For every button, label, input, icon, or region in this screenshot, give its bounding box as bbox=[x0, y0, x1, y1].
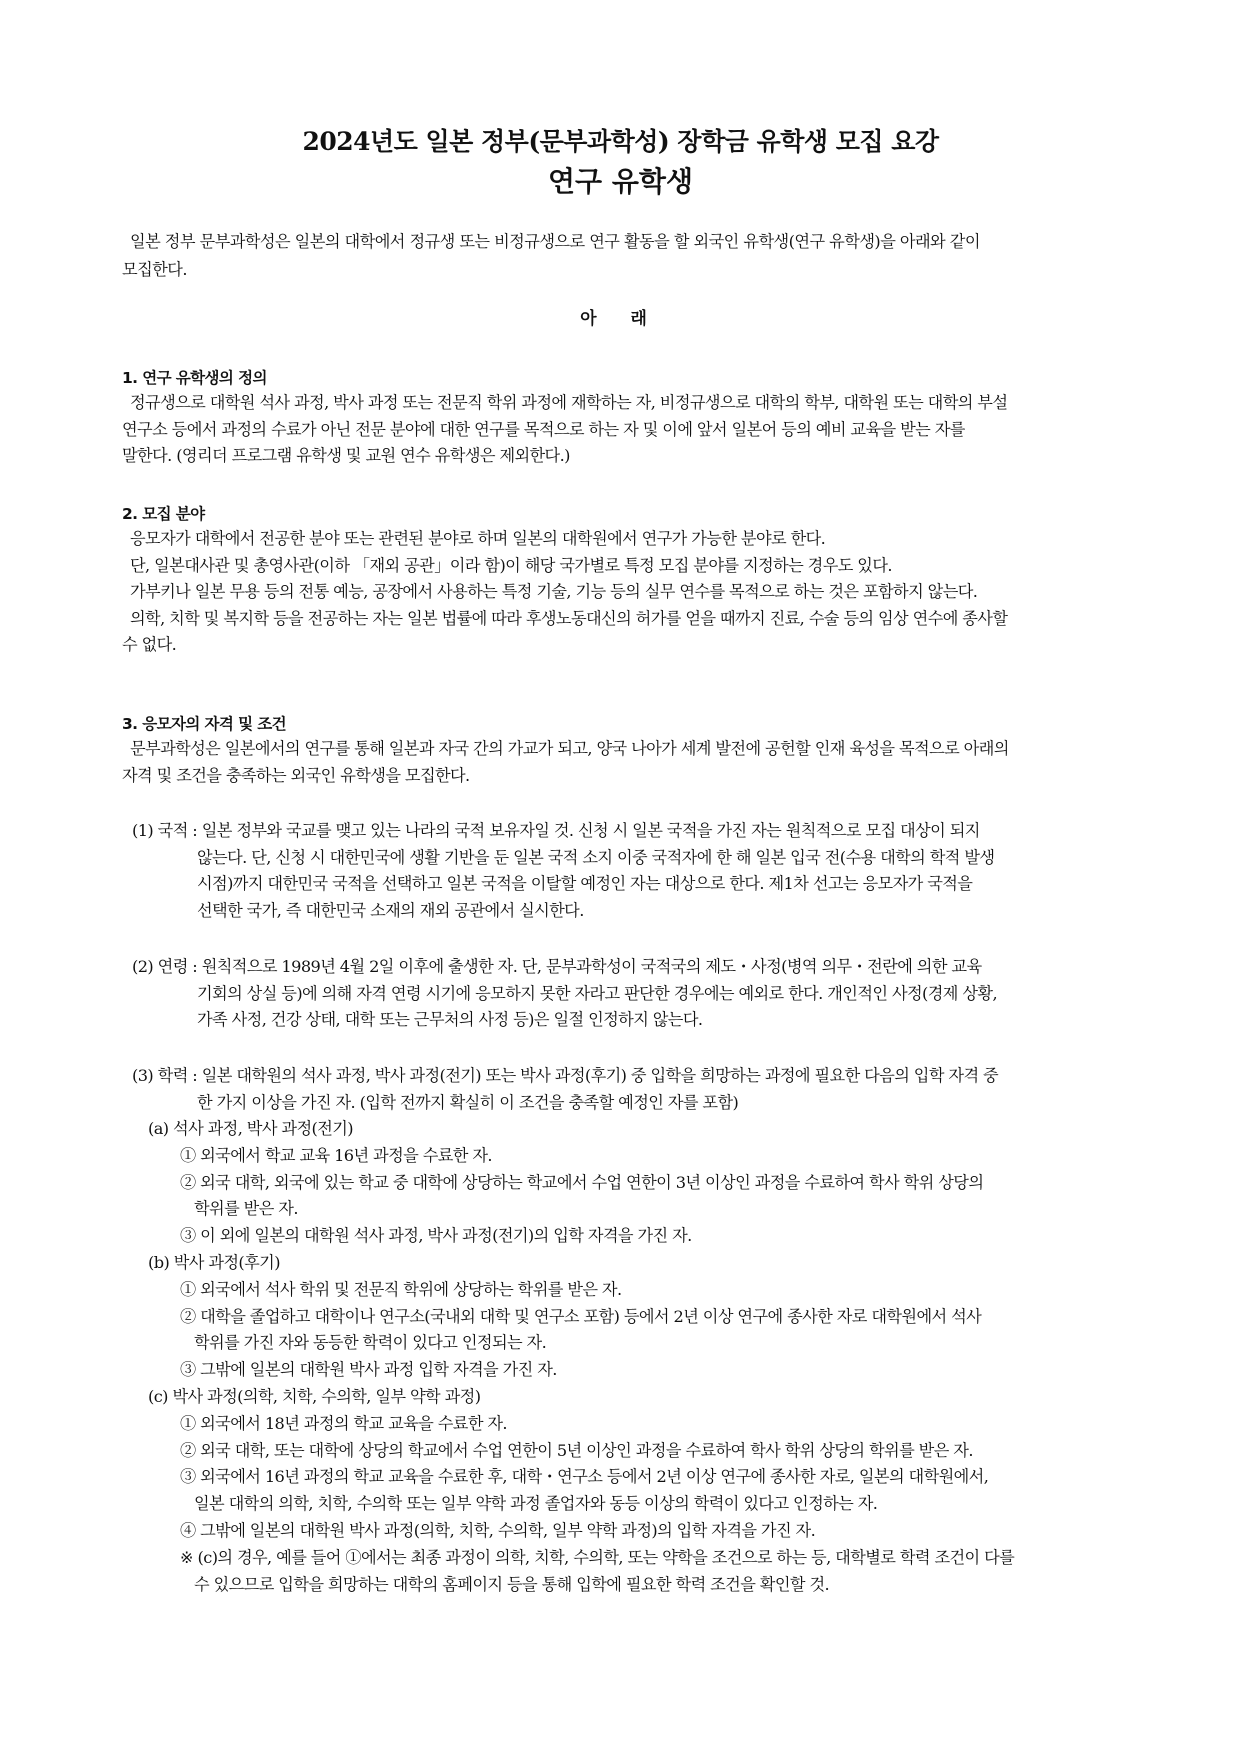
requirement-line: ④ 그밖에 일본의 대학원 박사 과정(의학, 치학, 수의학, 일부 약학 과정)의 입학 자격을 가진 자. bbox=[180, 1520, 816, 1540]
criteria-line: (2) 연령 : 원칙적으로 1989년 4월 2일 이후에 출생한 자. 단, 문부과학성이 국적국의 제도・사정(병역 의무・전란에 의한 교육 bbox=[132, 957, 982, 976]
criteria-age bbox=[132, 954, 1132, 1034]
body-line: 연구소 등에서 과정의 수료가 아닌 전문 분야에 대한 연구를 목적으로 하는 자 및 이에 앞서 일본어 등의 예비 교육을 받는 자를 bbox=[122, 419, 965, 439]
section-marker: 아 래 bbox=[580, 309, 661, 329]
document-subtitle: 연구 유학생 bbox=[548, 165, 693, 198]
subcategory-label: (c) 박사 과정(의학, 치학, 수의학, 일부 약학 과정) bbox=[148, 1386, 481, 1406]
criteria-line: 시점)까지 대한민국 국적을 선택하고 일본 국적을 이탈할 예정인 자는 대상으로 한다. 제1차 선고는 응모자가 국적을 bbox=[197, 874, 973, 893]
body-line: 단, 일본대사관 및 총영사관(이하 「재외 공관」이라 함)이 해당 국가별로 특정 모집 분야를 지정하는 경우도 있다. bbox=[130, 555, 892, 575]
requirement-line: ③ 그밖에 일본의 대학원 박사 과정 입학 자격을 가진 자. bbox=[180, 1360, 557, 1380]
requirement-line: ① 외국에서 석사 학위 및 전문직 학위에 상당하는 학위를 받은 자. bbox=[180, 1279, 622, 1299]
requirement-line: ② 외국 대학, 또는 대학에 상당의 학교에서 수업 연한이 5년 이상인 과정을 수료하여 학사 학위 상당의 학위를 받은 자. bbox=[180, 1440, 973, 1460]
note-line: ※ (c)의 경우, 예를 들어 ①에서는 최종 과정이 의학, 치학, 수의학, 또는 약학을 조건으로 하는 등, 대학별로 학력 조건이 다를 bbox=[180, 1547, 1015, 1567]
section-body bbox=[122, 390, 1132, 470]
criteria-nationality bbox=[132, 818, 1132, 924]
requirement-line: ③ 외국에서 16년 과정의 학교 교육을 수료한 후, 대학・연구소 등에서 2년 이상 연구에 종사한 자로, 일본의 대학원에서, bbox=[180, 1467, 989, 1487]
criteria-line: (1) 국적 : 일본 정부와 국교를 맺고 있는 나라의 국적 보유자일 것. 신청 시 일본 국적을 가진 자는 원칙적으로 모집 대상이 되지 bbox=[132, 821, 980, 840]
requirement-line: 학위를 받은 자. bbox=[194, 1199, 298, 1219]
criteria-line: 한 가지 이상을 가진 자. (입학 전까지 확실히 이 조건을 충족할 예정인 자를 포함) bbox=[197, 1092, 739, 1112]
education-requirements bbox=[122, 1116, 1132, 1598]
subcategory-label: (a) 석사 과정, 박사 과정(전기) bbox=[148, 1119, 354, 1138]
criteria-line: 가족 사정, 건강 상태, 대학 또는 근무처의 사정 등)은 일절 인정하지 않는다. bbox=[197, 1010, 703, 1029]
body-line: 말한다. (영리더 프로그램 유학생 및 교원 연수 유학생은 제외한다.) bbox=[122, 446, 570, 465]
section-heading: 3. 응모자의 자격 및 조건 bbox=[122, 715, 287, 733]
note-line: 수 있으므로 입학을 희망하는 대학의 홈페이지 등을 통해 입학에 필요한 학력 조건을 확인할 것. bbox=[194, 1574, 830, 1594]
criteria-line: 않는다. 단, 신청 시 대한민국에 생활 기반을 둔 일본 국적 소지 이중 국적자에 한 해 일본 입국 전(수용 대학의 학적 발생 bbox=[197, 847, 995, 867]
section-body bbox=[122, 526, 1132, 659]
body-line: 의학, 치학 및 복지학 등을 전공하는 자는 일본 법률에 따라 후생노동대신의 허가를 얻을 때까지 진료, 수술 등의 임상 연수에 종사할 bbox=[130, 608, 1008, 628]
requirement-line: ② 대학을 졸업하고 대학이나 연구소(국내외 대학 및 연구소 포함) 등에서 2년 이상 연구에 종사한 자로 대학원에서 석사 bbox=[180, 1306, 982, 1326]
subcategory-label: (b) 박사 과정(후기) bbox=[148, 1252, 280, 1272]
requirement-line: ② 외국 대학, 외국에 있는 학교 중 대학에 상당하는 학교에서 수업 연한이 3년 이상인 과정을 수료하여 학사 학위 상당의 bbox=[180, 1172, 984, 1192]
section-definition bbox=[122, 366, 1132, 470]
requirement-line: 일본 대학의 의학, 치학, 수의학 또는 일부 약학 과정 졸업자와 동등 이상의 학력이 있다고 인정하는 자. bbox=[194, 1494, 878, 1514]
criteria-education bbox=[132, 1063, 1132, 1116]
section-body bbox=[122, 736, 1132, 789]
requirement-line: 학위를 가진 자와 동등한 학력이 있다고 인정되는 자. bbox=[194, 1333, 547, 1353]
criteria-line: (3) 학력 : 일본 대학원의 석사 과정, 박사 과정(전기) 또는 박사 과정(후기) 중 입학을 희망하는 과정에 필요한 다음의 입학 자격 중 bbox=[132, 1066, 999, 1085]
requirement-line: ① 외국에서 18년 과정의 학교 교육을 수료한 자. bbox=[180, 1413, 507, 1433]
intro-paragraph bbox=[122, 228, 1122, 284]
body-line: 수 없다. bbox=[122, 635, 177, 654]
intro-line: 모집한다. bbox=[122, 260, 187, 279]
requirement-line: ① 외국에서 학교 교육 16년 과정을 수료한 자. bbox=[180, 1145, 492, 1165]
body-line: 문부과학성은 일본에서의 연구를 통해 일본과 자국 간의 가교가 되고, 양국 나아가 세계 발전에 공헌할 인재 육성을 목적으로 아래의 bbox=[130, 739, 1009, 758]
document-title: 2024년도 일본 정부(문부과학성) 장학금 유학생 모집 요강 bbox=[302, 127, 939, 156]
body-line: 정규생으로 대학원 석사 과정, 박사 과정 또는 전문직 학위 과정에 재학하는 자, 비정규생으로 대학의 학부, 대학원 또는 대학의 부설 bbox=[130, 393, 1008, 412]
requirement-line: ③ 이 외에 일본의 대학원 석사 과정, 박사 과정(전기)의 입학 자격을 가진 자. bbox=[180, 1226, 692, 1246]
intro-line: 일본 정부 문부과학성은 일본의 대학에서 정규생 또는 비정규생으로 연구 활동을 할 외국인 유학생(연구 유학생)을 아래와 같이 bbox=[130, 232, 980, 251]
body-line: 자격 및 조건을 충족하는 외국인 유학생을 모집한다. bbox=[122, 765, 470, 785]
body-line: 응모자가 대학에서 전공한 분야 또는 관련된 분야로 하며 일본의 대학원에서 연구가 가능한 분야로 한다. bbox=[130, 529, 826, 548]
body-line: 가부키나 일본 무용 등의 전통 예능, 공장에서 사용하는 특정 기술, 기능 등의 실무 연수를 목적으로 하는 것은 포함하지 않는다. bbox=[130, 582, 978, 601]
criteria-line: 선택한 국가, 즉 대한민국 소재의 재외 공관에서 실시한다. bbox=[197, 900, 584, 920]
section-fields bbox=[122, 502, 1132, 659]
section-eligibility bbox=[122, 712, 1132, 789]
criteria-line: 기회의 상실 등)에 의해 자격 연령 시기에 응모하지 못한 자라고 판단한 경우에는 예외로 한다. 개인적인 사정(경제 상황, bbox=[197, 983, 997, 1003]
section-heading: 1. 연구 유학생의 정의 bbox=[122, 369, 267, 387]
section-heading: 2. 모집 분야 bbox=[122, 505, 205, 523]
